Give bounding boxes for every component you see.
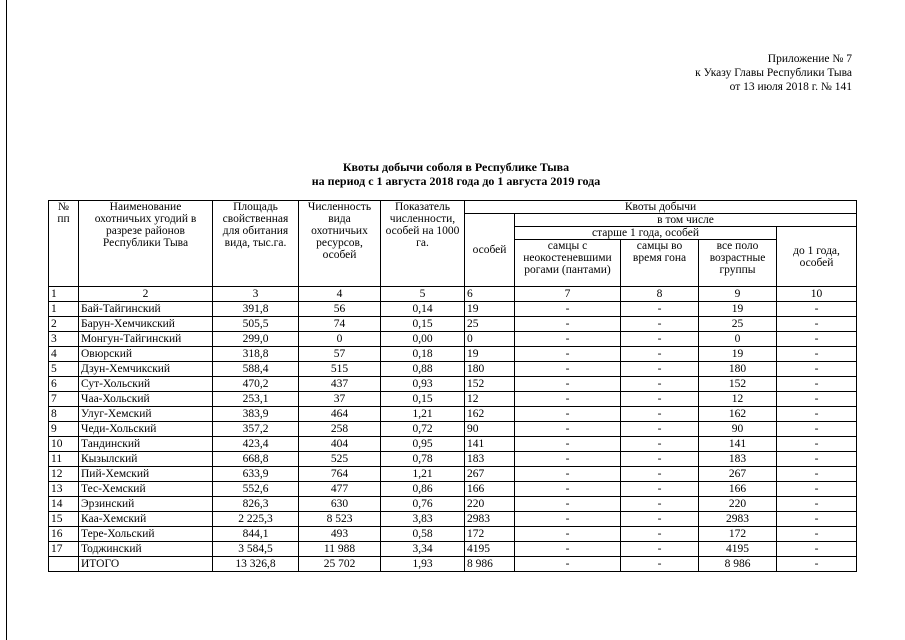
district-name: Овюрский bbox=[79, 347, 213, 362]
row-number: 8 bbox=[49, 407, 79, 422]
all-ages-value: 2983 bbox=[699, 512, 777, 527]
males-rut-value: - bbox=[621, 452, 699, 467]
colnum-cell: 6 bbox=[465, 287, 515, 302]
density-value: 0,14 bbox=[381, 302, 465, 317]
density-value: 0,78 bbox=[381, 452, 465, 467]
row-number: 2 bbox=[49, 317, 79, 332]
district-name: Сут-Хольский bbox=[79, 377, 213, 392]
table-row bbox=[49, 347, 857, 362]
area-value: 299,0 bbox=[213, 332, 299, 347]
density-value: 0,00 bbox=[381, 332, 465, 347]
males-rut-value: - bbox=[621, 497, 699, 512]
area-value: 423,4 bbox=[213, 437, 299, 452]
population-value: 11 988 bbox=[299, 542, 381, 557]
males-antlers-value: - bbox=[515, 392, 621, 407]
header-quota-group: Квоты добычи bbox=[465, 201, 857, 214]
males-rut-value: - bbox=[621, 332, 699, 347]
under-one-value: - bbox=[777, 452, 857, 467]
all-ages-value: 25 bbox=[699, 317, 777, 332]
table-row bbox=[49, 437, 857, 452]
row-number: 1 bbox=[49, 302, 79, 317]
district-name: Тере-Хольский bbox=[79, 527, 213, 542]
population-value: 8 523 bbox=[299, 512, 381, 527]
under-one-value: - bbox=[777, 437, 857, 452]
appendix-line-2: к Указу Главы Республики Тыва bbox=[695, 67, 852, 79]
district-name: Чеди-Хольский bbox=[79, 422, 213, 437]
all-ages-value: 19 bbox=[699, 347, 777, 362]
males-rut-value: - bbox=[621, 362, 699, 377]
district-name: Каа-Хемский bbox=[79, 512, 213, 527]
colnum-cell: 1 bbox=[49, 287, 79, 302]
individuals-value: 172 bbox=[465, 527, 515, 542]
row-number: 6 bbox=[49, 377, 79, 392]
all-ages-value: 19 bbox=[699, 302, 777, 317]
district-name: Тес-Хемский bbox=[79, 482, 213, 497]
males-antlers-value: - bbox=[515, 377, 621, 392]
population-value: 630 bbox=[299, 497, 381, 512]
density-value: 0,15 bbox=[381, 317, 465, 332]
district-name: Улуг-Хемский bbox=[79, 407, 213, 422]
density-value: 0,93 bbox=[381, 377, 465, 392]
population-value: 493 bbox=[299, 527, 381, 542]
table-row bbox=[49, 527, 857, 542]
appendix-block bbox=[620, 52, 852, 94]
table-row bbox=[49, 422, 857, 437]
appendix-line-1: Приложение № 7 bbox=[767, 53, 852, 65]
population-value: 525 bbox=[299, 452, 381, 467]
under-one-value: - bbox=[777, 512, 857, 527]
row-number: 14 bbox=[49, 497, 79, 512]
individuals-value: 162 bbox=[465, 407, 515, 422]
table-row bbox=[49, 542, 857, 557]
males-rut-value: - bbox=[621, 527, 699, 542]
under-one-value: - bbox=[777, 422, 857, 437]
total-under-one: - bbox=[777, 557, 857, 572]
all-ages-value: 12 bbox=[699, 392, 777, 407]
population-value: 464 bbox=[299, 407, 381, 422]
males-antlers-value: - bbox=[515, 452, 621, 467]
all-ages-value: 172 bbox=[699, 527, 777, 542]
males-rut-value: - bbox=[621, 482, 699, 497]
header-older: старше 1 года, особей bbox=[515, 227, 777, 240]
males-antlers-value: - bbox=[515, 542, 621, 557]
area-value: 633,9 bbox=[213, 467, 299, 482]
individuals-value: 2983 bbox=[465, 512, 515, 527]
population-value: 515 bbox=[299, 362, 381, 377]
area-value: 253,1 bbox=[213, 392, 299, 407]
table-row bbox=[49, 362, 857, 377]
table-row bbox=[49, 377, 857, 392]
header-area: Площадь свойственная для обитания вида, тыс.га. bbox=[213, 201, 299, 287]
quota-table bbox=[48, 200, 857, 572]
header-name: Наименование охотничьих угодий в разрезе районов Республики Тыва bbox=[79, 201, 213, 287]
district-name: Тандинский bbox=[79, 437, 213, 452]
individuals-value: 152 bbox=[465, 377, 515, 392]
under-one-value: - bbox=[777, 332, 857, 347]
males-antlers-value: - bbox=[515, 422, 621, 437]
males-antlers-value: - bbox=[515, 362, 621, 377]
individuals-value: 19 bbox=[465, 302, 515, 317]
population-value: 0 bbox=[299, 332, 381, 347]
under-one-value: - bbox=[777, 347, 857, 362]
header-including: в том числе bbox=[515, 214, 857, 227]
area-value: 588,4 bbox=[213, 362, 299, 377]
males-rut-value: - bbox=[621, 422, 699, 437]
header-num: № пп bbox=[49, 201, 79, 287]
individuals-value: 12 bbox=[465, 392, 515, 407]
header-population: Численность вида охотничьих ресурсов, особей bbox=[299, 201, 381, 287]
total-males-antlers: - bbox=[515, 557, 621, 572]
district-name: Бай-Тайгинский bbox=[79, 302, 213, 317]
males-rut-value: - bbox=[621, 377, 699, 392]
area-value: 3 584,5 bbox=[213, 542, 299, 557]
under-one-value: - bbox=[777, 317, 857, 332]
males-rut-value: - bbox=[621, 407, 699, 422]
under-one-value: - bbox=[777, 392, 857, 407]
header-all-ages: все поло возрастные группы bbox=[699, 240, 777, 287]
total-row-number bbox=[49, 557, 79, 572]
document-title bbox=[40, 160, 872, 188]
population-value: 56 bbox=[299, 302, 381, 317]
males-antlers-value: - bbox=[515, 467, 621, 482]
all-ages-value: 141 bbox=[699, 437, 777, 452]
males-rut-value: - bbox=[621, 467, 699, 482]
row-number: 17 bbox=[49, 542, 79, 557]
individuals-value: 4195 bbox=[465, 542, 515, 557]
row-number: 13 bbox=[49, 482, 79, 497]
area-value: 668,8 bbox=[213, 452, 299, 467]
males-antlers-value: - bbox=[515, 482, 621, 497]
males-antlers-value: - bbox=[515, 317, 621, 332]
column-number-row bbox=[49, 287, 857, 302]
row-number: 11 bbox=[49, 452, 79, 467]
all-ages-value: 183 bbox=[699, 452, 777, 467]
area-value: 318,8 bbox=[213, 347, 299, 362]
area-value: 505,5 bbox=[213, 317, 299, 332]
individuals-value: 141 bbox=[465, 437, 515, 452]
table-row bbox=[49, 467, 857, 482]
population-value: 404 bbox=[299, 437, 381, 452]
density-value: 0,15 bbox=[381, 392, 465, 407]
total-label: ИТОГО bbox=[79, 557, 213, 572]
density-value: 0,88 bbox=[381, 362, 465, 377]
all-ages-value: 166 bbox=[699, 482, 777, 497]
under-one-value: - bbox=[777, 302, 857, 317]
area-value: 391,8 bbox=[213, 302, 299, 317]
header-density: Показатель численности, особей на 1000 га. bbox=[381, 201, 465, 287]
total-all-ages: 8 986 bbox=[699, 557, 777, 572]
males-antlers-value: - bbox=[515, 347, 621, 362]
males-antlers-value: - bbox=[515, 332, 621, 347]
row-number: 5 bbox=[49, 362, 79, 377]
table-row bbox=[49, 452, 857, 467]
all-ages-value: 4195 bbox=[699, 542, 777, 557]
all-ages-value: 180 bbox=[699, 362, 777, 377]
under-one-value: - bbox=[777, 377, 857, 392]
all-ages-value: 90 bbox=[699, 422, 777, 437]
under-one-value: - bbox=[777, 542, 857, 557]
colnum-cell: 5 bbox=[381, 287, 465, 302]
under-one-value: - bbox=[777, 527, 857, 542]
colnum-cell: 10 bbox=[777, 287, 857, 302]
males-rut-value: - bbox=[621, 302, 699, 317]
density-value: 0,72 bbox=[381, 422, 465, 437]
individuals-value: 25 bbox=[465, 317, 515, 332]
area-value: 357,2 bbox=[213, 422, 299, 437]
row-number: 10 bbox=[49, 437, 79, 452]
header-under-one: до 1 года, особей bbox=[777, 227, 857, 287]
total-density: 1,93 bbox=[381, 557, 465, 572]
under-one-value: - bbox=[777, 407, 857, 422]
quota-table-body bbox=[49, 287, 857, 572]
page-left-edge-line bbox=[6, 0, 7, 640]
header-males-rut: самцы во время гона bbox=[621, 240, 699, 287]
all-ages-value: 152 bbox=[699, 377, 777, 392]
row-number: 9 bbox=[49, 422, 79, 437]
density-value: 1,21 bbox=[381, 407, 465, 422]
under-one-value: - bbox=[777, 467, 857, 482]
density-value: 0,18 bbox=[381, 347, 465, 362]
males-antlers-value: - bbox=[515, 437, 621, 452]
all-ages-value: 162 bbox=[699, 407, 777, 422]
population-value: 37 bbox=[299, 392, 381, 407]
all-ages-value: 267 bbox=[699, 467, 777, 482]
males-rut-value: - bbox=[621, 392, 699, 407]
title-line-2: на период с 1 августа 2018 года до 1 августа 2019 года bbox=[311, 174, 601, 188]
males-rut-value: - bbox=[621, 542, 699, 557]
area-value: 844,1 bbox=[213, 527, 299, 542]
row-number: 7 bbox=[49, 392, 79, 407]
males-antlers-value: - bbox=[515, 302, 621, 317]
density-value: 0,58 bbox=[381, 527, 465, 542]
colnum-cell: 9 bbox=[699, 287, 777, 302]
table-row bbox=[49, 482, 857, 497]
header-males-antlers: самцы с неокостеневшими рогами (пантами) bbox=[515, 240, 621, 287]
table-row bbox=[49, 332, 857, 347]
males-rut-value: - bbox=[621, 347, 699, 362]
table-row bbox=[49, 407, 857, 422]
row-number: 15 bbox=[49, 512, 79, 527]
density-value: 0,76 bbox=[381, 497, 465, 512]
table-row bbox=[49, 317, 857, 332]
colnum-cell: 4 bbox=[299, 287, 381, 302]
males-rut-value: - bbox=[621, 317, 699, 332]
population-value: 258 bbox=[299, 422, 381, 437]
table-row bbox=[49, 512, 857, 527]
total-row bbox=[49, 557, 857, 572]
population-value: 437 bbox=[299, 377, 381, 392]
area-value: 2 225,3 bbox=[213, 512, 299, 527]
males-antlers-value: - bbox=[515, 407, 621, 422]
district-name: Кызылский bbox=[79, 452, 213, 467]
district-name: Эрзинский bbox=[79, 497, 213, 512]
males-antlers-value: - bbox=[515, 512, 621, 527]
colnum-cell: 3 bbox=[213, 287, 299, 302]
district-name: Монгун-Тайгинский bbox=[79, 332, 213, 347]
quota-table-header bbox=[49, 201, 857, 287]
individuals-value: 220 bbox=[465, 497, 515, 512]
colnum-cell: 7 bbox=[515, 287, 621, 302]
row-number: 4 bbox=[49, 347, 79, 362]
district-name: Чаа-Хольский bbox=[79, 392, 213, 407]
area-value: 383,9 bbox=[213, 407, 299, 422]
individuals-value: 180 bbox=[465, 362, 515, 377]
density-value: 3,34 bbox=[381, 542, 465, 557]
area-value: 552,6 bbox=[213, 482, 299, 497]
district-name: Тоджинский bbox=[79, 542, 213, 557]
total-males-rut: - bbox=[621, 557, 699, 572]
appendix-line-3: от 13 июля 2018 г. № 141 bbox=[729, 81, 852, 93]
row-number: 3 bbox=[49, 332, 79, 347]
density-value: 0,86 bbox=[381, 482, 465, 497]
under-one-value: - bbox=[777, 482, 857, 497]
district-name: Пий-Хемский bbox=[79, 467, 213, 482]
all-ages-value: 0 bbox=[699, 332, 777, 347]
row-number: 12 bbox=[49, 467, 79, 482]
colnum-cell: 8 bbox=[621, 287, 699, 302]
table-row bbox=[49, 497, 857, 512]
population-value: 764 bbox=[299, 467, 381, 482]
males-antlers-value: - bbox=[515, 527, 621, 542]
individuals-value: 166 bbox=[465, 482, 515, 497]
density-value: 0,95 bbox=[381, 437, 465, 452]
population-value: 477 bbox=[299, 482, 381, 497]
total-individuals: 8 986 bbox=[465, 557, 515, 572]
density-value: 3,83 bbox=[381, 512, 465, 527]
all-ages-value: 220 bbox=[699, 497, 777, 512]
males-rut-value: - bbox=[621, 512, 699, 527]
individuals-value: 90 bbox=[465, 422, 515, 437]
population-value: 74 bbox=[299, 317, 381, 332]
density-value: 1,21 bbox=[381, 467, 465, 482]
under-one-value: - bbox=[777, 362, 857, 377]
area-value: 826,3 bbox=[213, 497, 299, 512]
individuals-value: 0 bbox=[465, 332, 515, 347]
individuals-value: 183 bbox=[465, 452, 515, 467]
area-value: 470,2 bbox=[213, 377, 299, 392]
males-antlers-value: - bbox=[515, 497, 621, 512]
table-row bbox=[49, 302, 857, 317]
under-one-value: - bbox=[777, 497, 857, 512]
table-row bbox=[49, 392, 857, 407]
total-area: 13 326,8 bbox=[213, 557, 299, 572]
individuals-value: 19 bbox=[465, 347, 515, 362]
colnum-cell: 2 bbox=[79, 287, 213, 302]
header-individuals: особей bbox=[465, 214, 515, 287]
district-name: Барун-Хемчикский bbox=[79, 317, 213, 332]
district-name: Дзун-Хемчикский bbox=[79, 362, 213, 377]
males-rut-value: - bbox=[621, 437, 699, 452]
total-population: 25 702 bbox=[299, 557, 381, 572]
title-line-1: Квоты добычи соболя в Республике Тыва bbox=[342, 160, 570, 174]
individuals-value: 267 bbox=[465, 467, 515, 482]
row-number: 16 bbox=[49, 527, 79, 542]
population-value: 57 bbox=[299, 347, 381, 362]
